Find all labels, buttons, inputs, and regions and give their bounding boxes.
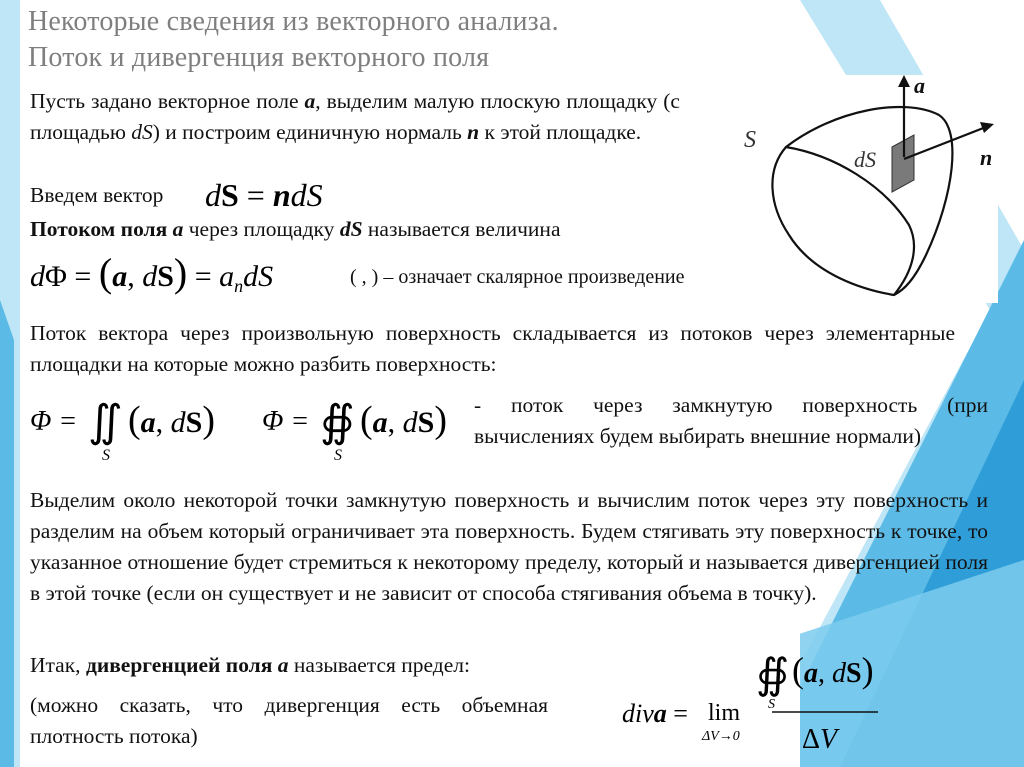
div-denominator: ΔV bbox=[802, 724, 838, 755]
paragraph-vector-field bbox=[30, 86, 680, 148]
svg-text:∯: ∯ bbox=[320, 397, 355, 446]
para1-text-2: ) и построим единичную нормаль bbox=[152, 120, 468, 144]
div-def-suffix: называется предел: bbox=[288, 653, 470, 677]
bg-left-accent bbox=[0, 300, 14, 767]
div-def-prefix: Итак, bbox=[30, 653, 86, 677]
paragraph-divergence-limit: Выделим около некоторой точки замкнутую поверхность и вычислим поток через эту поверхность и разделим на объем который ограничивает эта поверхность. Будем стягивать эту поверхность к точке, то указанное отношение будет стремиться к некоторому пределу, который и называется дивергенцией поля в этой точке (если он существует и не зависит от способа стягивания объема в точку). bbox=[30, 488, 988, 605]
formula-divergence bbox=[622, 648, 892, 760]
formula-flux-element bbox=[30, 252, 340, 302]
div-def-bold: дивергенцией поля bbox=[85, 653, 278, 677]
lim-label: lim bbox=[708, 700, 741, 726]
closed-integral-sub-S: S bbox=[334, 447, 342, 464]
para1-vector-a: a bbox=[304, 89, 316, 113]
svg-text:(a, dS): (a, dS) bbox=[792, 650, 874, 690]
svg-text:∬: ∬ bbox=[88, 397, 123, 446]
formula-dS-vector bbox=[205, 176, 365, 214]
paragraph-flux-sum: Поток вектора через произвольную поверхность складывается из потоков через элементарные площадки на которые можно разбить поверхность: bbox=[30, 321, 955, 376]
surface-outline bbox=[772, 107, 952, 295]
surface-diagram bbox=[714, 75, 998, 303]
flux-def-text-1: через площадку bbox=[183, 217, 340, 241]
para1-dS: dS bbox=[131, 120, 153, 144]
flux-def-bold: Потоком поля bbox=[30, 217, 173, 241]
figure-label-dS: dS bbox=[854, 147, 876, 172]
para1-text-1: , выделим малую плоскую площадку (с площадью bbox=[30, 89, 680, 144]
lim-subscript: ΔV→0 bbox=[702, 729, 740, 744]
introduce-vector-label: Введем вектор bbox=[30, 183, 164, 207]
div-num-sub-S: S bbox=[768, 697, 775, 712]
flux-def-dS: dS bbox=[339, 217, 363, 241]
svg-text:(a, dS): (a, dS) bbox=[360, 399, 447, 441]
normal-n-arrow bbox=[904, 127, 986, 159]
divergence-definition bbox=[30, 650, 590, 681]
slide-title-line-1: Некоторые сведения из векторного анализа. bbox=[28, 6, 559, 37]
flux-def-text-2: называется величина bbox=[362, 217, 561, 241]
svg-text:dΦ = (a, dS) = andS: dΦ = (a, $dS) = a_ndS$ bbox=[30, 252, 274, 296]
normal-n-arrowhead bbox=[980, 122, 994, 133]
flux-def-a: a bbox=[172, 217, 184, 241]
vector-a-arrowhead bbox=[898, 75, 910, 87]
svg-text:(a, dS): (a, dS) bbox=[128, 399, 215, 441]
svg-text:Φ =: Φ = bbox=[262, 406, 310, 437]
scalar-product-note: ( , ) – означает скалярное произведение bbox=[350, 266, 685, 288]
svg-text:Φ =: Φ = bbox=[30, 406, 78, 437]
para1-normal-n: n bbox=[467, 120, 480, 144]
surface-figure bbox=[714, 75, 998, 303]
density-note: (можно сказать, что дивергенция есть объемная плотность потока) bbox=[30, 693, 548, 748]
svg-text:diva =: diva = bbox=[622, 699, 688, 728]
para1-prefix: Пусть задано векторное поле bbox=[30, 89, 305, 113]
figure-label-n: n bbox=[980, 145, 993, 170]
formula-closed-integral bbox=[262, 392, 462, 468]
svg-text:∯: ∯ bbox=[756, 652, 790, 698]
slide-title-line-2: Поток и дивергенция векторного поля bbox=[28, 42, 490, 73]
figure-label-S: S bbox=[744, 127, 756, 153]
div-def-a: a bbox=[277, 653, 289, 677]
closed-surface-note: - поток через замкнутую поверхность (при вычислениях будем выбирать внешние нормали) bbox=[474, 393, 988, 448]
para1-text-3: к этой площадке. bbox=[479, 120, 642, 144]
formula-surface-integral bbox=[30, 392, 230, 468]
svg-text:dS = ndS: dS = ndS bbox=[205, 177, 323, 213]
flux-definition bbox=[30, 214, 710, 245]
figure-label-a: a bbox=[914, 75, 925, 98]
integral-sub-S: S bbox=[102, 447, 110, 464]
